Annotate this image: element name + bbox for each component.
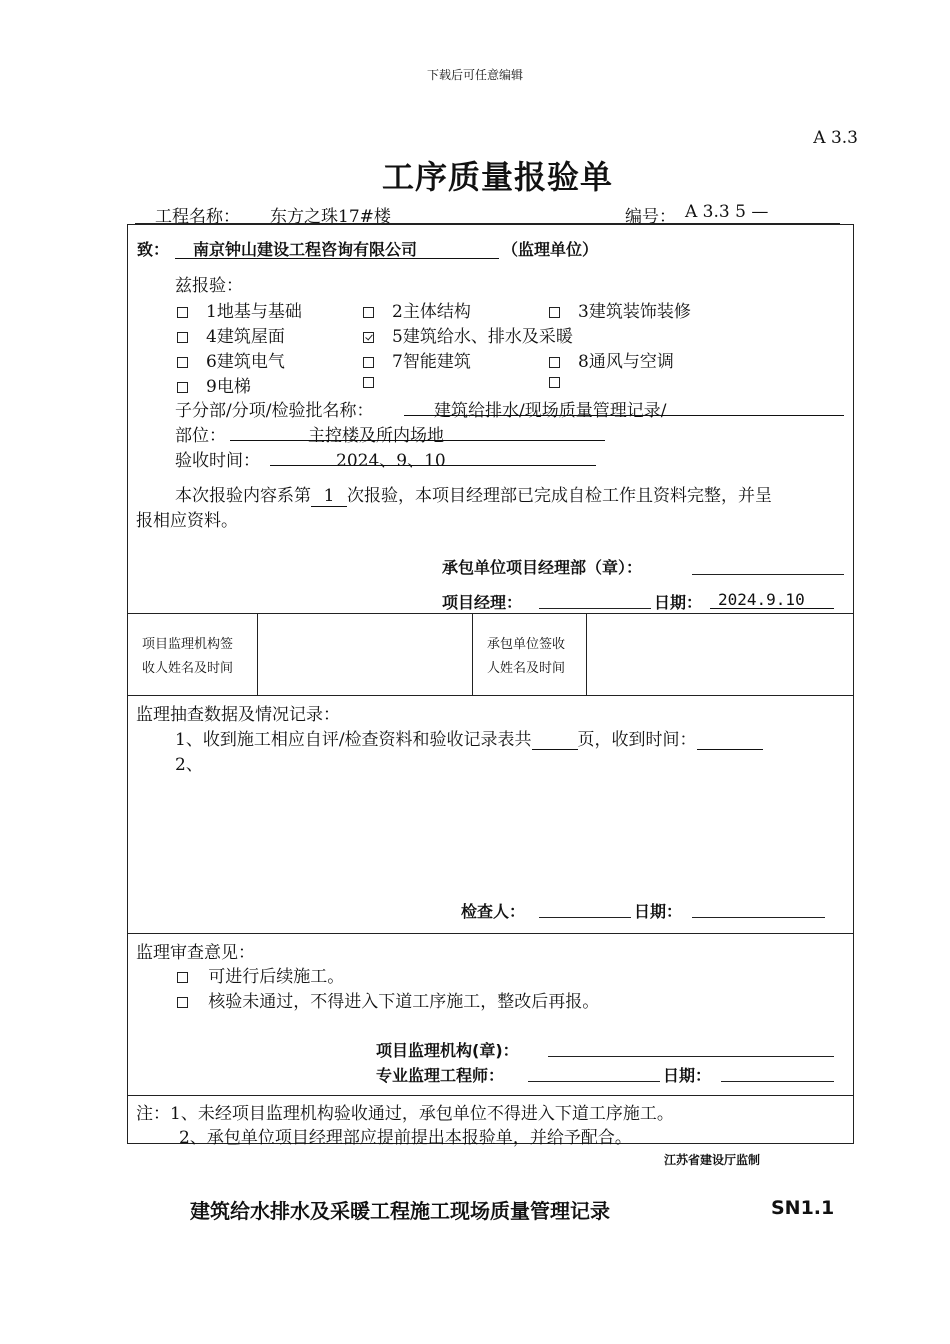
inspector-signature-line [539, 917, 631, 918]
sign-col-divider-3 [586, 613, 587, 695]
report-item-label: 8通风与空调 [578, 352, 674, 372]
review-date-line [721, 1081, 834, 1082]
inspection-item-1-prefix: 1、收到施工相应自评/检查资料和验收记录表共 [175, 730, 532, 750]
review-title: 监理审查意见： [136, 943, 255, 963]
report-item-1-2[interactable] [363, 297, 471, 322]
report-item-checkbox[interactable] [363, 377, 374, 388]
report-item-4-1[interactable] [177, 372, 251, 397]
location-value: 主控楼及所内场地 [230, 421, 605, 441]
supervision-org-line [548, 1056, 834, 1057]
inspection-date-label: 日期： [634, 902, 683, 921]
continue-checkbox[interactable] [177, 972, 188, 983]
review-option-1-label: 可进行后续施工。 [208, 967, 345, 987]
inspection-item-1 [175, 725, 763, 750]
location-label: 部位： [175, 426, 226, 446]
review-option-2 [177, 987, 599, 1012]
sign-col-divider-2 [472, 613, 473, 695]
supervisor-company: 南京钟山建设工程咨询有限公司 [175, 237, 499, 259]
review-date-label: 日期： [663, 1066, 712, 1085]
report-item-checkbox[interactable] [177, 382, 188, 393]
report-item-3-3[interactable] [549, 347, 674, 372]
number-value: A 3.3 5 — [685, 202, 769, 222]
form-code: A 3.3 [813, 128, 858, 148]
note-line-2: 2、承包单位项目经理部应提前提出本报验单，并给予配合。 [179, 1128, 632, 1148]
report-item-3-2[interactable] [363, 347, 471, 372]
report-item-checkbox[interactable] [363, 307, 374, 318]
next-section-code: SN1.1 [771, 1197, 835, 1219]
statement-prefix: 本次报验内容系第 [175, 486, 311, 506]
statement-line-1 [175, 481, 772, 507]
supervisor-sign-label-2: 收人姓名及时间 [142, 661, 234, 676]
row-divider-4 [127, 1095, 854, 1096]
report-item-label: 7智能建筑 [392, 352, 471, 372]
report-item-4-3[interactable] [549, 372, 578, 392]
contractor-dept-label: 承包单位项目经理部（章）： [442, 558, 643, 577]
receive-time-blank [697, 731, 763, 750]
statement-suffix: 次报验，本项目经理部已完成自检工作且资料完整，并呈 [347, 486, 772, 506]
report-label: 兹报验： [175, 276, 243, 296]
report-item-label: 4建筑屋面 [206, 327, 285, 347]
table-top-border [127, 224, 854, 225]
report-item-label: 9电梯 [206, 377, 251, 397]
pm-date-label: 日期： [654, 593, 703, 612]
report-item-checkbox[interactable] [549, 357, 560, 368]
report-item-1-1[interactable] [177, 297, 302, 322]
accept-time-label: 验收时间： [175, 451, 260, 471]
review-option-1 [177, 962, 344, 987]
engineer-label: 专业监理工程师： [376, 1066, 505, 1085]
inspector-label: 检查人： [461, 902, 526, 921]
to-label: 致： [137, 240, 170, 259]
report-item-label: 3建筑装饰装修 [578, 302, 691, 322]
contractor-sign-label-2: 人姓名及时间 [487, 661, 566, 676]
report-item-checkbox[interactable] [177, 332, 188, 343]
pm-label: 项目经理： [442, 593, 523, 612]
project-name: 东方之珠17#楼 [270, 207, 391, 227]
row-divider-2 [127, 695, 854, 696]
report-item-2-1[interactable] [177, 322, 285, 347]
inspection-title: 监理抽查数据及情况记录： [136, 705, 340, 725]
project-label: 工程名称： [155, 207, 240, 227]
inspection-item-1-mid: 页，收到时间： [577, 730, 697, 750]
supervisor-role: （监理单位） [502, 240, 599, 259]
report-item-4-2[interactable] [363, 372, 392, 392]
sub-item-value: 建筑给排水/现场质量管理记录/ [404, 396, 844, 416]
engineer-signature-line [528, 1081, 660, 1082]
issuer-footer: 江苏省建设厅监制 [664, 1153, 761, 1167]
note-line-1: 注：1、未经项目监理机构验收通过，承包单位不得进入下道工序施工。 [136, 1104, 674, 1124]
supervisor-sign-label-1: 项目监理机构签 [142, 637, 234, 652]
next-section-title: 建筑给水排水及采暖工程施工现场质量管理记录 [190, 1199, 610, 1223]
table-right-border [853, 224, 854, 1143]
report-item-checkbox[interactable] [549, 307, 560, 318]
accept-time-value: 2024、9、10 [270, 446, 596, 466]
page-title: 工序质量报验单 [381, 158, 613, 196]
report-item-checkbox[interactable] [177, 357, 188, 368]
table-left-border [127, 224, 128, 1143]
inspection-date-line [692, 917, 825, 918]
report-item-label: 6建筑电气 [206, 352, 285, 372]
contractor-sign-label-1: 承包单位签收 [487, 637, 566, 652]
report-item-label: 1地基与基础 [206, 302, 302, 322]
number-label: 编号： [625, 207, 676, 227]
report-item-label: 5建筑给水、排水及采暖 [392, 327, 573, 347]
report-item-checkbox[interactable] [549, 377, 560, 388]
supervision-org-label: 项目监理机构(章)： [376, 1041, 519, 1060]
report-item-1-3[interactable] [549, 297, 691, 322]
review-option-2-label: 核验未通过，不得进入下道工序施工，整改后再报。 [208, 992, 600, 1012]
download-note: 下载后可任意编辑 [426, 68, 523, 82]
sign-col-divider-1 [257, 613, 258, 695]
report-item-checkbox[interactable] [177, 307, 188, 318]
rejected-checkbox[interactable] [177, 997, 188, 1008]
row-divider-1 [127, 613, 854, 614]
pm-signature-line [539, 608, 651, 609]
inspection-item-2: 2、 [175, 755, 203, 775]
report-item-checkbox[interactable] [363, 357, 374, 368]
row-divider-3 [127, 933, 854, 934]
report-item-label: 2主体结构 [392, 302, 471, 322]
report-count: 1 [311, 486, 347, 507]
contractor-dept-signature-line [692, 574, 844, 575]
report-item-checkbox[interactable] [363, 332, 374, 343]
pm-date-value: 2024.9.10 [710, 590, 834, 609]
statement-line-2: 报相应资料。 [136, 511, 238, 531]
report-item-2-2[interactable] [363, 322, 573, 347]
sub-item-label: 子分部/分项/检验批名称： [175, 401, 374, 421]
pages-blank [532, 731, 578, 750]
report-item-3-1[interactable] [177, 347, 285, 372]
